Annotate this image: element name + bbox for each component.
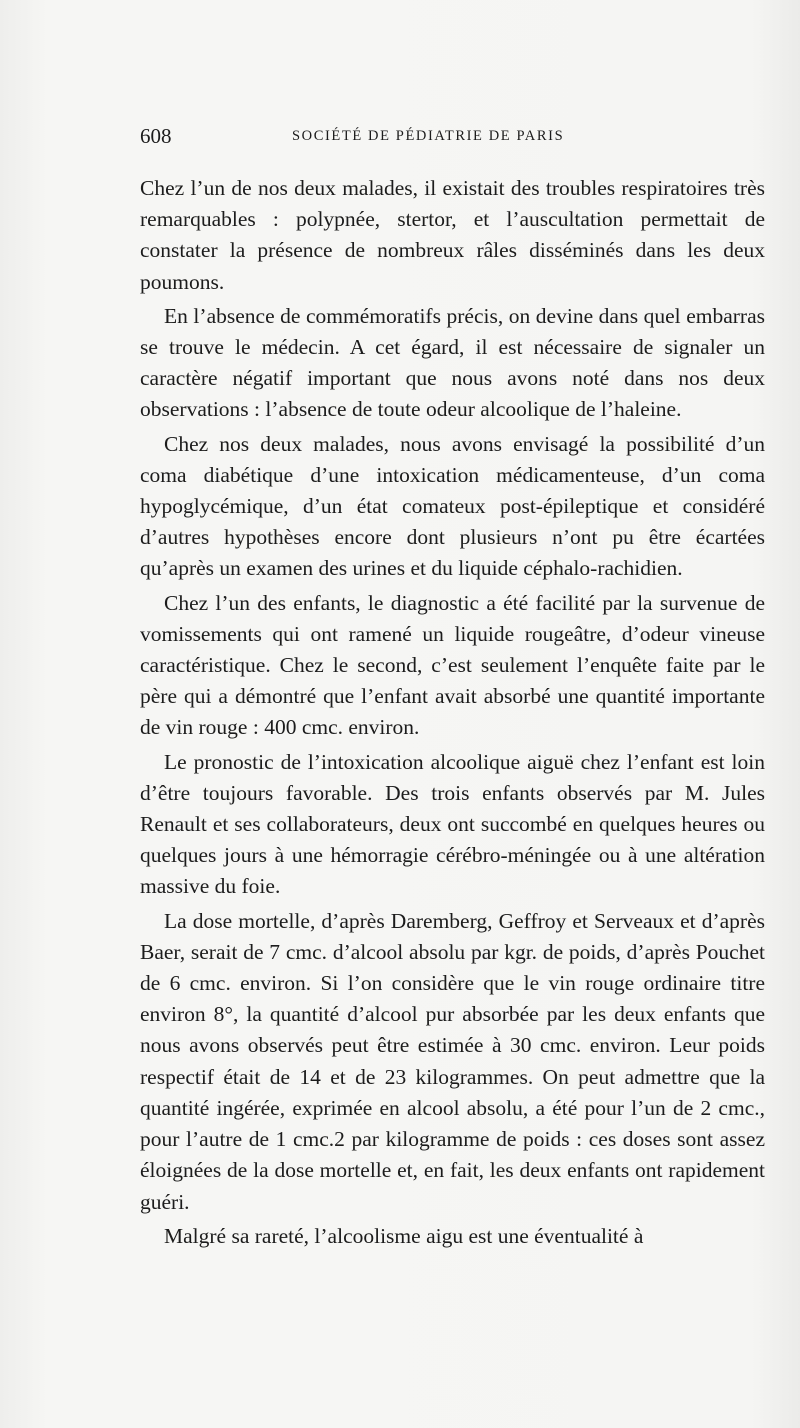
paragraph: Chez nos deux malades, nous avons envisagé la possibilité d’un coma diabétique d’une intoxication médicamenteuse, d’un coma hypoglycémique, d’un état comateux post-épileptique et considéré d’autres hypothèses encore dont plusieurs n’ont pu être écartées qu’après un examen des urines et du liquide céphalo-rachidien. bbox=[140, 431, 765, 581]
page-number: 608 bbox=[140, 124, 172, 148]
paragraph: La dose mortelle, d’après Daremberg, Geffroy et Serveaux et d’après Baer, serait de 7 cmc. d’alcool absolu par kgr. de poids, d’après Pouchet de 6 cmc. environ. Si l’on considère que le vin rouge ordinaire titre environ 8°, la quantité d’alcool pur absorbée par les deux enfants que nous avons observés peut être estimée à 30 cmc. environ. Leur poids respectif était de 14 et de 23 kilogrammes. On peut admettre que la quantité ingérée, exprimée en alcool absolu, a été pour l’un de 2 cmc., pour l’autre de 1 cmc.2 par kilogramme de poids : ces doses sont assez éloignées de la dose mortelle et, en fait, les deux enfants ont rapidement guéri. bbox=[140, 908, 765, 1214]
paragraph: Malgré sa rareté, l’alcoolisme aigu est une éventualité à bbox=[164, 1223, 644, 1248]
paragraph: Chez l’un de nos deux malades, il existait des troubles respiratoires très remarquables : polypnée, stertor, et l’auscultation permettait de constater la présence de nombreux râles disséminés dans les deux poumons. bbox=[140, 176, 765, 294]
paragraph: En l’absence de commémoratifs précis, on devine dans quel embarras se trouve le médecin. A cet égard, il est nécessaire de signaler un caractère négatif important que nous avons noté dans nos deux observations : l’absence de toute odeur alcoolique de l’haleine. bbox=[140, 303, 765, 422]
body-text bbox=[140, 173, 765, 1255]
paragraph: Chez l’un des enfants, le diagnostic a été facilité par la survenue de vomissements qui ont ramené un liquide rougeâtre, d’odeur vineuse caractéristique. Chez le second, c’est seulement l’enquête faite par le père qui a démontré que l’enfant avait absorbé une quantité importante de vin rouge : 400 cmc. environ. bbox=[140, 590, 765, 740]
running-head bbox=[140, 124, 630, 152]
paragraph: Le pronostic de l’intoxication alcoolique aiguë chez l’enfant est loin d’être toujours favorable. Des trois enfants observés par M. Jules Renault et ses collaborateurs, deux ont succombé en quelques heures ou quelques jours à une hémorragie cérébro-méningée ou à une altération massive du foie. bbox=[140, 749, 765, 899]
running-title: SOCIÉTÉ DE PÉDIATRIE DE PARIS bbox=[292, 128, 565, 144]
